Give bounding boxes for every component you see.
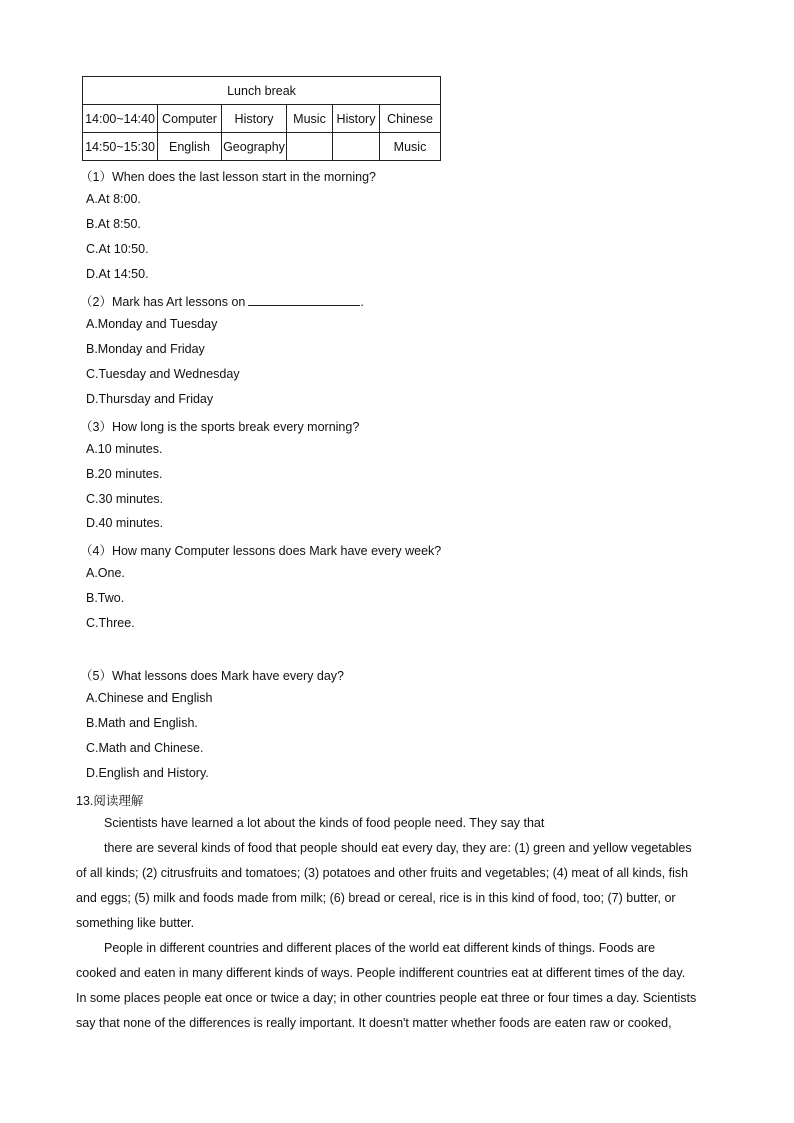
question-2-stem-line xyxy=(80,292,364,310)
question-5-option-c: C.Math and Chinese. xyxy=(86,741,204,755)
question-2-stem: （2）Mark has Art lessons on xyxy=(80,295,246,309)
question-2-option-d: D.Thursday and Friday xyxy=(86,392,214,406)
lesson-cell: Computer xyxy=(158,105,222,133)
timetable xyxy=(82,76,441,161)
question-2-option-c: C.Tuesday and Wednesday xyxy=(86,367,240,381)
lesson-cell: Music xyxy=(287,105,333,133)
lesson-cell xyxy=(333,133,380,161)
question-4-option-b: B.Two. xyxy=(86,591,125,605)
lesson-cell: Music xyxy=(380,133,441,161)
paragraph-line: In some places people eat once or twice a day; in other countries people eat three or four times a day. Scientists xyxy=(76,991,697,1005)
time-cell: 14:00~14:40 xyxy=(83,105,158,133)
question-5-option-d: D.English and History. xyxy=(86,766,209,780)
table-row xyxy=(83,77,441,105)
question-2-option-b: B.Monday and Friday xyxy=(86,342,205,356)
lesson-cell: Geography xyxy=(222,133,287,161)
paragraph-line: cooked and eaten in many different kinds of ways. People indifferent countries eat at different times of the day. xyxy=(76,966,686,980)
paragraph-line: say that none of the differences is really important. It doesn't matter whether foods are eaten raw or cooked, xyxy=(76,1016,672,1030)
question-3-option-b: B.20 minutes. xyxy=(86,467,163,481)
paragraph-line: something like butter. xyxy=(76,916,195,930)
paragraph-line: People in different countries and different places of the world eat different kinds of things. Foods are xyxy=(104,941,656,955)
section-heading: 13.阅读理解 xyxy=(76,794,144,808)
question-4-option-c: C.Three. xyxy=(86,616,135,630)
question-5-option-a: A.Chinese and English xyxy=(86,691,213,705)
question-3-option-d: D.40 minutes. xyxy=(86,516,164,530)
paragraph-line: and eggs; (5) milk and foods made from milk; (6) bread or cereal, rice is in this kind of food, too; (7) butter, or xyxy=(76,891,676,905)
table-row xyxy=(83,133,441,161)
question-5-stem: （5）What lessons does Mark have every day? xyxy=(80,669,345,683)
question-3-option-c: C.30 minutes. xyxy=(86,492,164,506)
question-1-option-c: C.At 10:50. xyxy=(86,242,149,256)
question-1-option-b: B.At 8:50. xyxy=(86,217,141,231)
paragraph-line: of all kinds; (2) citrusfruits and tomatoes; (3) potatoes and other fruits and vegetables; (4) meat of all kinds, fish xyxy=(76,866,689,880)
question-2-stem-end: . xyxy=(360,295,364,309)
passage-paragraph-2 xyxy=(76,936,716,1036)
time-cell: 14:50~15:30 xyxy=(83,133,158,161)
question-1-stem: （1）When does the last lesson start in the morning? xyxy=(80,170,376,184)
lunch-break-cell: Lunch break xyxy=(83,77,441,105)
question-5-option-b: B.Math and English. xyxy=(86,716,198,730)
question-2-option-a: A.Monday and Tuesday xyxy=(86,317,218,331)
question-1-option-d: D.At 14:50. xyxy=(86,267,149,281)
answer-blank xyxy=(248,294,360,306)
lesson-cell: History xyxy=(222,105,287,133)
lesson-cell: English xyxy=(158,133,222,161)
paragraph-line: there are several kinds of food that people should eat every day, they are: (1) green and yellow vegetables xyxy=(104,841,692,855)
lesson-cell: Chinese xyxy=(380,105,441,133)
question-3-stem: （3）How long is the sports break every morning? xyxy=(80,420,360,434)
lesson-cell: History xyxy=(333,105,380,133)
question-4-stem: （4）How many Computer lessons does Mark have every week? xyxy=(80,544,442,558)
paragraph-line: Scientists have learned a lot about the kinds of food people need. They say that xyxy=(104,816,545,830)
table-row xyxy=(83,105,441,133)
question-1-option-a: A.At 8:00. xyxy=(86,192,141,206)
question-4-option-a: A.One. xyxy=(86,566,125,580)
passage-paragraph-1 xyxy=(76,811,716,936)
question-3-option-a: A.10 minutes. xyxy=(86,442,163,456)
lesson-cell xyxy=(287,133,333,161)
